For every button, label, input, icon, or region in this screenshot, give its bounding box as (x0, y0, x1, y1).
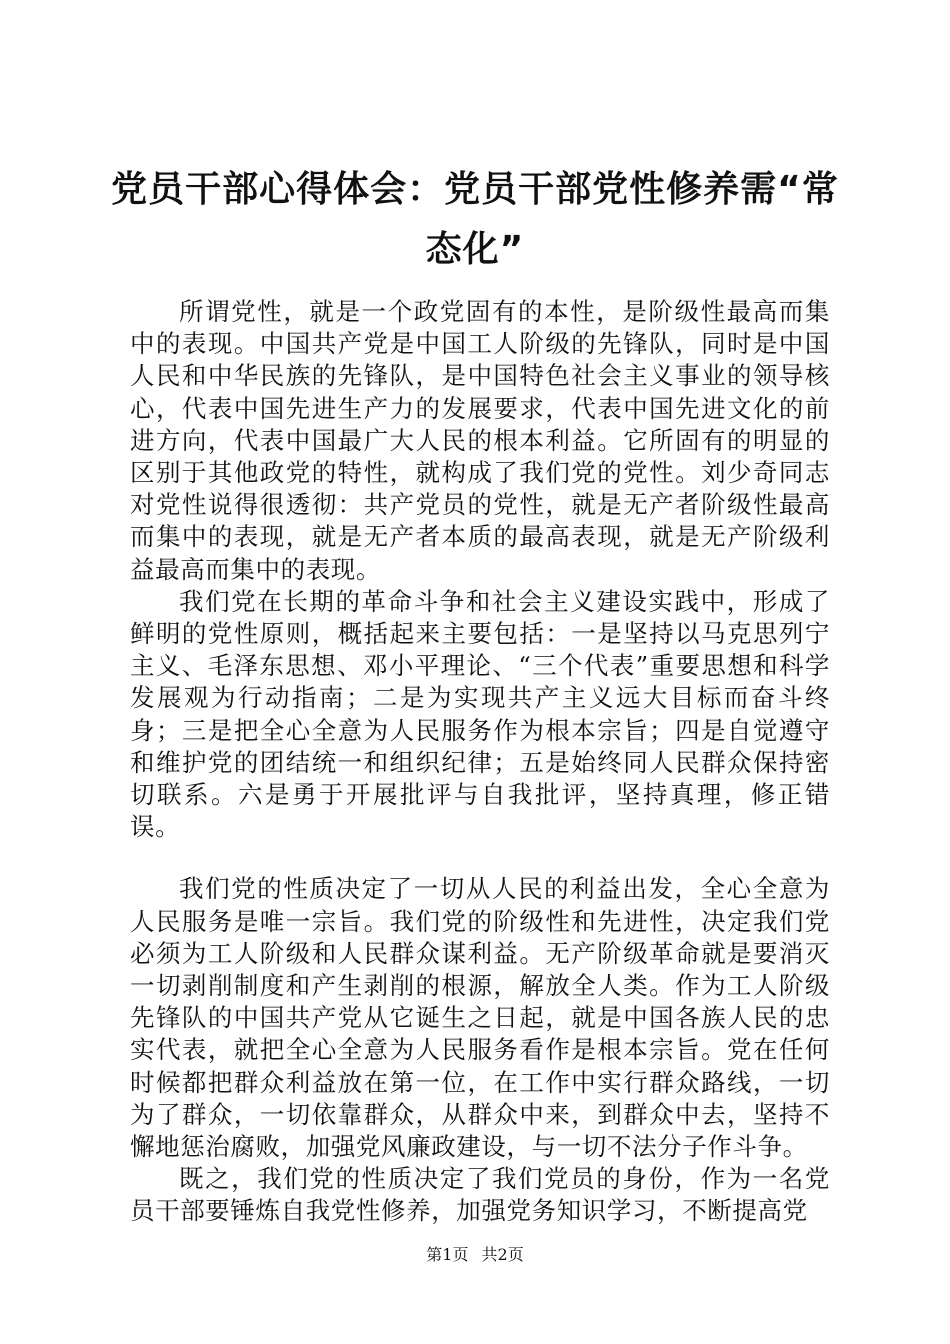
paragraph-1: 所谓党性，就是一个政党固有的本性，是阶级性最高而集中的表现。中国共产党是中国工人阶级的先锋队，同时是中国人民和中华民族的先锋队，是中国特色社会主义事业的领导核心，代表中国先进生产力的发展要求，代表中国先进文化的前进方向，代表中国最广大人民的根本利益。它所固有的明显的区别于其他政党的特性，就构成了我们党的党性。刘少奇同志对党性说得很透彻：共产党员的党性，就是无产者阶级性最高而集中的表现，就是无产者本质的最高表现，就是无产阶级利益最高而集中的表现。 (130, 297, 830, 584)
paragraph-2: 我们党在长期的革命斗争和社会主义建设实践中，形成了鲜明的党性原则，概括起来主要包括：一是坚持以马克思列宁主义、毛泽东思想、邓小平理论、“三个代表”重要思想和科学发展观为行动指南；二是为实现共产主义远大目标而奋斗终身；三是把全心全意为人民服务作为根本宗旨；四是自觉遵守和维护党的团结统一和组织纪律；五是始终同人民群众保持密切联系。六是勇于开展批评与自我批评，坚持真理，修正错误。 (130, 586, 830, 842)
document-body (130, 296, 830, 1228)
page-number: 第1页 (426, 1245, 469, 1264)
page-total: 共2页 (481, 1245, 524, 1264)
paragraph-3: 我们党的性质决定了一切从人民的利益出发，全心全意为人民服务是唯一宗旨。我们党的阶级性和先进性，决定我们党必须为工人阶级和人民群众谋利益。无产阶级革命就是要消灭一切剥削制度和产生剥削的根源，解放全人类。作为工人阶级先锋队的中国共产党从它诞生之日起，就是中国各族人民的忠实代表，就把全心全意为人民服务看作是根本宗旨。党在任何时候都把群众利益放在第一位，在工作中实行群众路线，一切为了群众，一切依靠群众，从群众中来，到群众中去，坚持不懈地惩治腐败，加强党风廉政建设，与一切不法分子作斗争。 (130, 874, 830, 1162)
page-footer (0, 1245, 950, 1265)
document-title: 党员干部心得体会：党员干部党性修养需“常态化” (111, 169, 839, 270)
paragraph-4: 既之，我们党的性质决定了我们党员的身份，作为一名党员干部要锤炼自我党性修养，加强党务知识学习，不断提高党 (130, 1164, 830, 1226)
paragraph-spacer (130, 843, 830, 873)
